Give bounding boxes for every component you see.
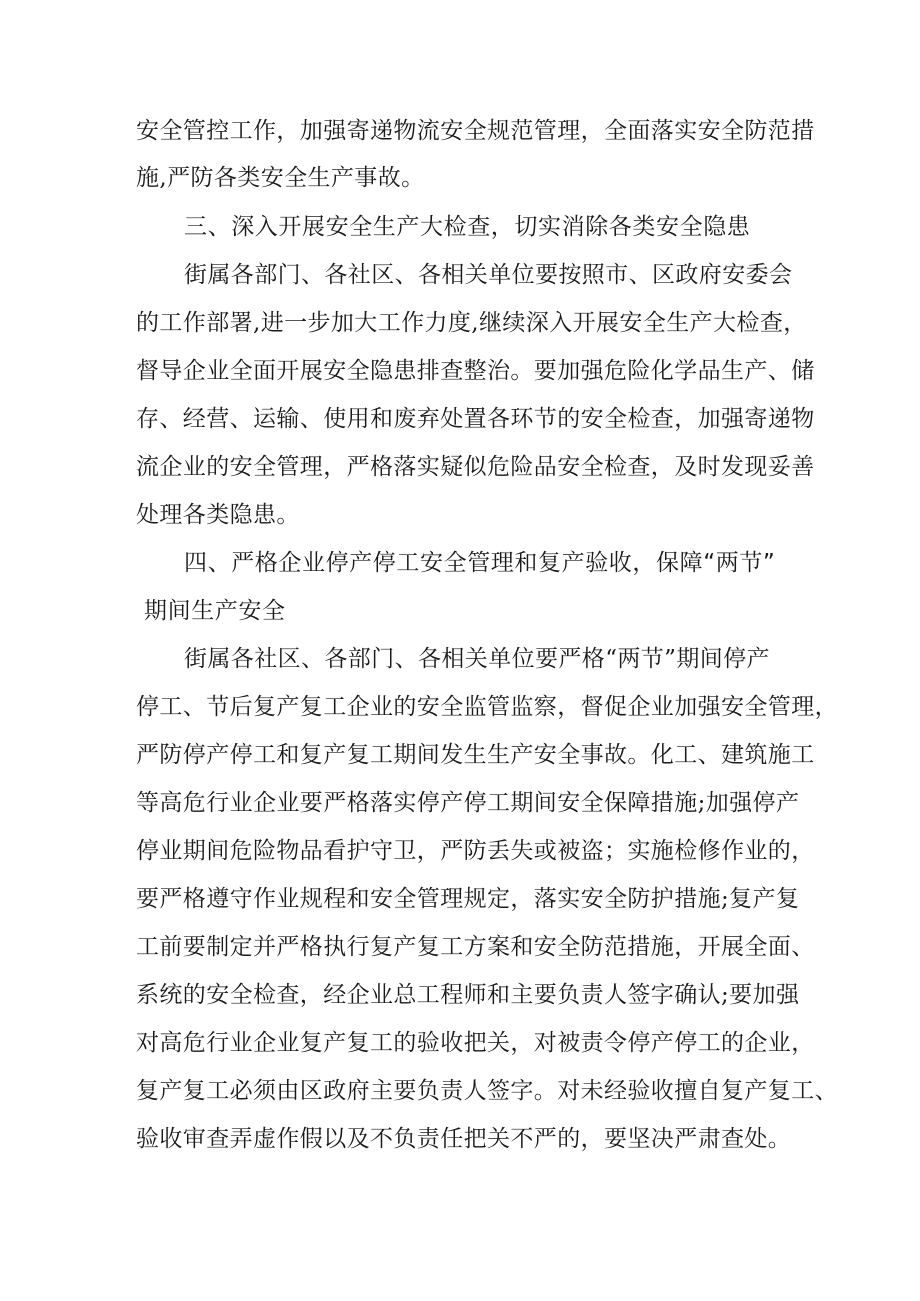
paragraph-3-line-5: 停业期间危险物品看护守卫，严防丢失或被盗；实施检修作业的， bbox=[136, 838, 815, 864]
paragraph-3-line-3: 严防停产停工和复产复工期间发生生产安全事故。化工、建筑施工 bbox=[136, 742, 815, 768]
paragraph-2-line-5: 流企业的安全管理，严格落实疑似危险品安全检查，及时发现妥善 bbox=[136, 454, 815, 480]
section-heading-4-line-2: 期间生产安全 bbox=[144, 598, 286, 624]
paragraph-3-line-6: 要严格遵守作业规程和安全管理规定，落实安全防护措施;复产复 bbox=[136, 886, 800, 912]
paragraph-3-line-1: 街属各社区、各部门、各相关单位要严格“两节”期间停产 bbox=[184, 646, 770, 672]
paragraph-2-line-1: 街属各部门、各社区、各相关单位要按照市、区政府安委会 bbox=[184, 262, 793, 288]
paragraph-2-line-2: 的工作部署,进一步加大工作力度,继续深入开展安全生产大检查， bbox=[136, 310, 807, 336]
paragraph-3-line-9: 对高危行业企业复产复工的验收把关，对被责令停产停工的企业， bbox=[136, 1030, 815, 1056]
paragraph-3-line-11: 验收审查弄虚作假以及不负责任把关不严的，要坚决严肃查处。 bbox=[136, 1126, 792, 1152]
paragraph-2-line-3: 督导企业全面开展安全隐患排查整治。要加强危险化学品生产、储 bbox=[136, 358, 815, 384]
section-heading-4-line-1: 四、严格企业停产停工安全管理和复产验收，保障“两节” bbox=[184, 550, 776, 576]
section-heading-3: 三、深入开展安全生产大检查，切实消除各类安全隐患 bbox=[184, 214, 751, 240]
paragraph-3-line-8: 系统的安全检查，经企业总工程师和主要负责人签字确认;要加强 bbox=[136, 982, 800, 1008]
paragraph-2-line-6: 处理各类隐患。 bbox=[136, 502, 300, 528]
paragraph-1-line-2: 施,严防各类安全生产事故。 bbox=[136, 165, 425, 191]
paragraph-2-line-4: 存、经营、运输、使用和废弃处置各环节的安全检查，加强寄递物 bbox=[136, 406, 815, 432]
paragraph-1-line-1: 安全管控工作，加强寄递物流安全规范管理，全面落实安全防范措 bbox=[136, 118, 815, 144]
paragraph-3-line-7: 工前要制定并严格执行复产复工方案和安全防范措施，开展全面、 bbox=[136, 934, 815, 960]
paragraph-3-line-10: 复产复工必须由区政府主要负责人签字。对未经验收擅自复产复工、 bbox=[136, 1078, 838, 1104]
paragraph-3-line-2: 停工、节后复产复工企业的安全监管监察，督促企业加强安全管理， bbox=[136, 694, 838, 720]
paragraph-3-line-4: 等高危行业企业要严格落实停产停工期间安全保障措施;加强停产 bbox=[136, 790, 800, 816]
